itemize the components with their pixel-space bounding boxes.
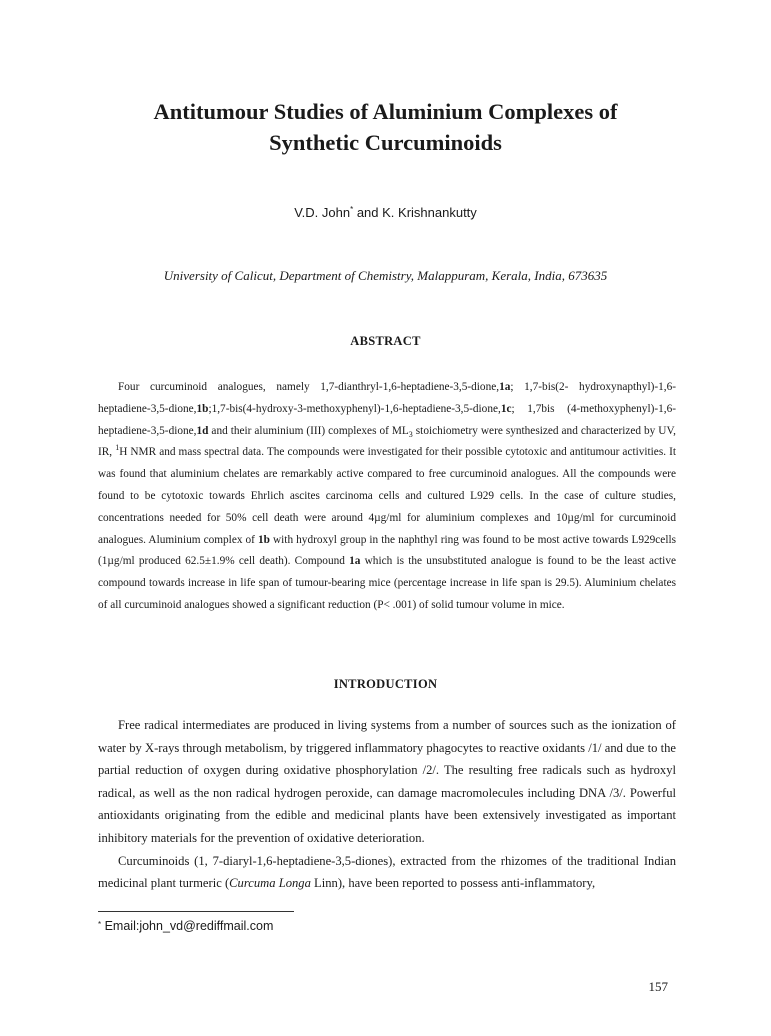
- intro-text: Linn), have been reported to possess anti-inflammatory,: [310, 876, 596, 891]
- compound-label: 1b: [258, 533, 270, 546]
- abstract-text: ; 1,7bis (4-methoxyphenyl)-1,6-heptadiene-3,5-dione,: [98, 402, 676, 437]
- species-name: Curcuma Longa: [229, 876, 311, 891]
- abstract-text: and their aluminium (III) complexes of ML: [208, 424, 409, 437]
- introduction-body: [98, 714, 676, 895]
- subscript: 3: [408, 429, 413, 439]
- author-list: [60, 205, 711, 221]
- compound-label: 1b: [196, 402, 209, 415]
- abstract-text: Four curcuminoid analogues, namely 1,7-dianthryl-1,6-heptadiene-3,5-dione,: [118, 381, 500, 393]
- compound-label: 1c: [500, 402, 512, 415]
- footnote-marker: *: [98, 920, 102, 929]
- abstract-text: which is the unsubstituted analogue is found to be the least active compound towards increase in life span of tumour-bearing mice (percentage increase in life span is 29.5). Aluminium chelates of all curcuminoid analogues showed a significant reduction (P< .001) of solid tumour volume in mice.: [98, 555, 676, 611]
- abstract-paragraph: [98, 377, 676, 617]
- introduction-heading: INTRODUCTION: [333, 677, 438, 691]
- superscript: 1: [115, 443, 120, 453]
- affiliation: University of Calicut, Department of Chemistry, Malappuram, Kerala, India, 673635: [163, 268, 608, 283]
- compound-label: 1a: [349, 555, 361, 568]
- abstract-text: H NMR and mass spectral data. The compounds were investigated for their possible cytotoxic and antitumour activities. It was found that aluminium chelates are remarkably active compared to free curcuminoid analogues. All the compounds were found to be cytotoxic towards Ehrlich ascites carcinoma cells and cultured L929 cells. In the case of culture studies, concentrations needed for 50% cell death were around 4µg/ml for aluminium complexes and 10µg/ml for curcuminoid analogues. Aluminium complex of: [98, 446, 676, 546]
- compound-label: 1a: [499, 381, 511, 393]
- abstract-text: with hydroxyl group in the naphthyl ring was found to be most active towards L929cells (1µg/ml produced 62.5±1.9% cell death). Compound: [98, 533, 676, 568]
- abstract-text: ; 1,7-bis(2- hydroxynapthyl)-1,6-heptadiene-3,5-dione,: [98, 381, 676, 415]
- intro-paragraph-2: [98, 850, 676, 895]
- paper-title: [60, 96, 711, 158]
- author-rest: and K. Krishnankutty: [353, 205, 477, 220]
- author-first: V.D. John: [294, 205, 351, 220]
- compound-label: 1d: [196, 424, 209, 437]
- abstract-heading: ABSTRACT: [350, 334, 421, 348]
- abstract-text: ;1,7-bis(4-hydroxy-3-methoxyphenyl)-1,6-heptadiene-3,5-dione,: [208, 402, 501, 415]
- page-number: 157: [648, 979, 668, 994]
- corresponding-author-marker: *: [350, 205, 354, 214]
- abstract-body: [98, 377, 676, 617]
- title-line-1: Antitumour Studies of Aluminium Complexes of: [153, 99, 618, 124]
- title-line-2: Synthetic Curcuminoids: [269, 130, 502, 155]
- footnote: [98, 919, 273, 933]
- intro-paragraph-1: Free radical intermediates are produced in living systems from a number of sources such as the ionization of water by X-rays through metabolism, by triggered inflammatory phagocytes to reactive oxidants /1/ and due to the partial reduction of oxygen during oxidative phosphorylation /2/. The resulting free radicals such as hydroxyl radical, as well as the non radical hydrogen peroxide, can damage macromolecules including DNA /3/. Powerful antioxidants originating from the edible and medicinal plants have been extensively investigated as important inhibitory materials for the prevention of oxidative deterioration.: [98, 718, 676, 845]
- footnote-email: Email:john_vd@rediffmail.com: [101, 919, 274, 933]
- intro-text: Curcuminoids (1, 7-diaryl-1,6-heptadiene-3,5-diones), extracted from the rhizomes of the traditional Indian medicinal plant turmeric (: [98, 853, 676, 891]
- abstract-text: stoichiometry were synthesized and characterized by UV, IR,: [98, 424, 676, 459]
- footnote-divider: [98, 911, 294, 912]
